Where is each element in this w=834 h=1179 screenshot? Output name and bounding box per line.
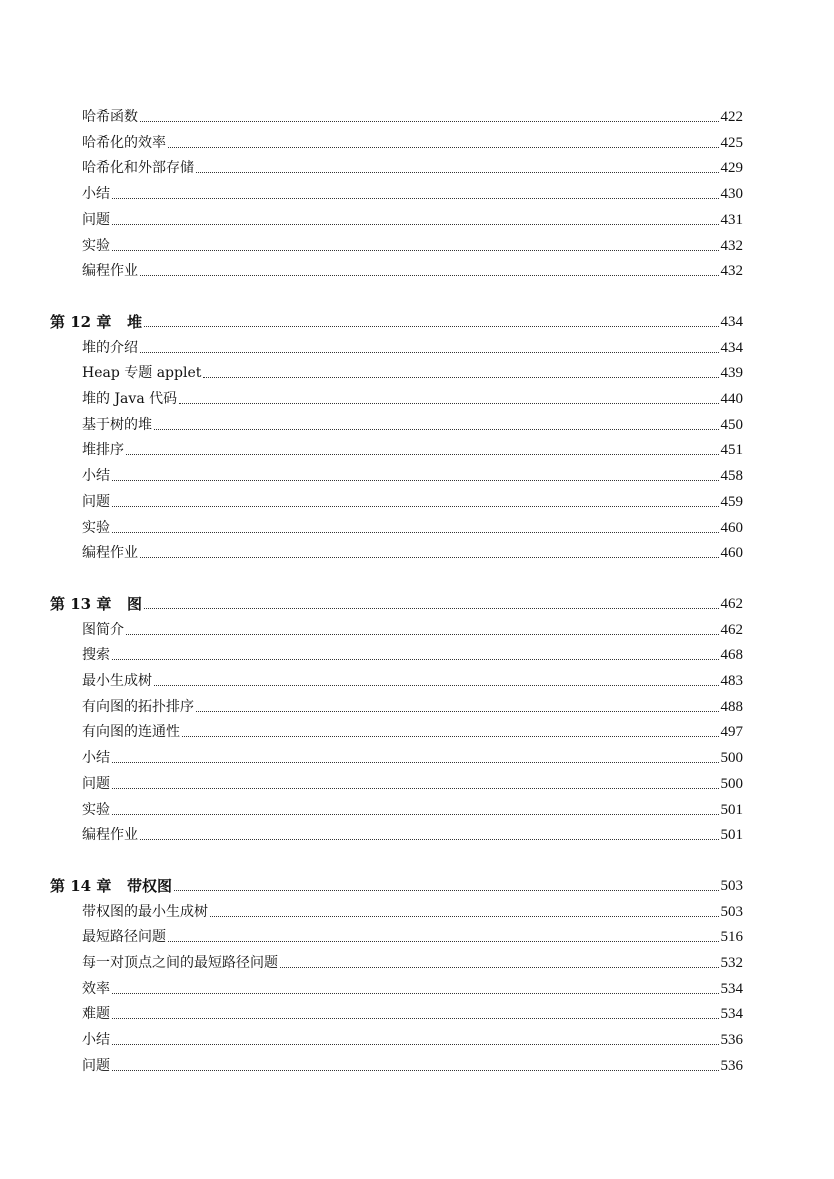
entry-title: 问题: [82, 1057, 110, 1074]
dot-leader: [112, 531, 719, 533]
chapter-heading[interactable]: [50, 871, 743, 895]
dot-leader: [280, 966, 719, 968]
page-number: 429: [720, 160, 743, 177]
toc-entry[interactable]: [82, 435, 743, 459]
toc-entry[interactable]: [82, 640, 743, 664]
chapter-title: 第 13 章 图: [50, 594, 142, 613]
dot-leader: [182, 735, 719, 737]
entry-title: 问题: [82, 493, 110, 510]
dot-leader: [112, 1043, 719, 1045]
page-number: 458: [720, 468, 743, 485]
dot-leader: [112, 249, 719, 251]
entry-title: 哈希化的效率: [82, 134, 166, 151]
toc-entry[interactable]: [82, 513, 743, 537]
dot-leader: [112, 787, 719, 789]
toc-entry[interactable]: [82, 717, 743, 741]
entry-title: 堆的 Java 代码: [82, 391, 178, 407]
entry-title: 最短路径问题: [82, 929, 166, 946]
toc-entry[interactable]: [82, 769, 743, 793]
toc-entry[interactable]: [82, 1051, 743, 1075]
dot-leader: [112, 658, 719, 660]
dot-leader: [196, 171, 719, 173]
dot-leader: [112, 992, 719, 994]
page-number: 536: [720, 1032, 743, 1049]
page-number: 501: [720, 801, 743, 818]
page-number: 503: [720, 877, 743, 894]
entry-title: 小结: [82, 1032, 110, 1049]
entry-title: 有向图的连通性: [82, 724, 180, 741]
dot-leader: [168, 940, 719, 942]
entry-title: 编程作业: [82, 545, 138, 562]
dot-leader: [140, 120, 719, 122]
toc-entry[interactable]: [82, 153, 743, 177]
page-number: 462: [720, 621, 743, 638]
dot-leader: [112, 479, 719, 481]
entry-title: 小结: [82, 750, 110, 767]
page-number: 450: [720, 416, 743, 433]
page-number: 459: [720, 493, 743, 510]
dot-leader: [126, 453, 719, 455]
entry-title: 搜索: [82, 647, 110, 664]
chapter-title: 第 14 章 带权图: [50, 876, 172, 895]
page-number: 460: [720, 545, 743, 562]
dot-leader: [196, 710, 719, 712]
dot-leader: [112, 1017, 719, 1019]
dot-leader: [126, 633, 719, 635]
toc-entry[interactable]: [82, 384, 743, 408]
page-number: 432: [720, 237, 743, 254]
toc-entry[interactable]: [82, 333, 743, 357]
toc-entry[interactable]: [82, 231, 743, 255]
dot-leader: [140, 351, 719, 353]
toc-entry[interactable]: [82, 948, 743, 972]
dot-leader: [179, 402, 718, 404]
page-number: 430: [720, 186, 743, 203]
page-number: 500: [720, 775, 743, 792]
dot-leader: [210, 915, 719, 917]
page-number: 439: [720, 365, 743, 382]
dot-leader: [140, 838, 719, 840]
toc-entry[interactable]: [82, 102, 743, 126]
toc-entry[interactable]: [82, 743, 743, 767]
entry-title: Heap 专题 applet: [82, 365, 202, 382]
toc-entry[interactable]: [82, 999, 743, 1023]
entry-title: 带权图的最小生成树: [82, 903, 208, 920]
dot-leader: [112, 223, 719, 225]
toc-entry[interactable]: [82, 820, 743, 844]
chapter-title: 第 12 章 堆: [50, 312, 142, 331]
entry-title: 实验: [82, 519, 110, 536]
toc-entry[interactable]: [82, 1025, 743, 1049]
toc-entry[interactable]: [82, 358, 743, 382]
toc-entry[interactable]: [82, 795, 743, 819]
page-number: 440: [720, 391, 743, 407]
entry-title: 图简介: [82, 621, 124, 638]
toc-entry[interactable]: [82, 974, 743, 998]
toc-entry[interactable]: [82, 205, 743, 229]
entry-title: 编程作业: [82, 827, 138, 844]
page-number: 488: [720, 698, 743, 715]
entry-title: 问题: [82, 211, 110, 228]
page-number: 432: [720, 263, 743, 280]
dot-leader: [112, 505, 719, 507]
dot-leader: [154, 684, 719, 686]
entry-title: 效率: [82, 980, 110, 997]
dot-leader: [112, 1069, 719, 1071]
page-number: 534: [720, 980, 743, 997]
entry-title: 问题: [82, 775, 110, 792]
dot-leader: [112, 761, 719, 763]
page-number: 451: [720, 442, 743, 459]
page-number: 462: [720, 595, 743, 612]
page-number: 422: [720, 109, 743, 125]
dot-leader: [112, 197, 719, 199]
page-number: 532: [720, 955, 743, 971]
page-number: 431: [720, 211, 743, 228]
entry-title: 小结: [82, 186, 110, 203]
toc-entry[interactable]: [82, 922, 743, 946]
page-number: 501: [720, 827, 743, 844]
chapter-heading[interactable]: [50, 589, 743, 613]
entry-title: 堆排序: [82, 442, 124, 459]
entry-title: 堆的介绍: [82, 339, 138, 356]
page-number: 500: [720, 750, 743, 767]
entry-title: 每一对顶点之间的最短路径问题: [82, 955, 278, 971]
dot-leader: [203, 376, 718, 378]
toc-entry[interactable]: [82, 256, 743, 280]
chapter-heading[interactable]: [50, 307, 743, 331]
toc-entry[interactable]: [82, 692, 743, 716]
entry-title: 难题: [82, 1006, 110, 1023]
dot-leader: [144, 325, 719, 327]
dot-leader: [140, 274, 719, 276]
entry-title: 哈希函数: [82, 109, 138, 125]
dot-leader: [140, 556, 719, 558]
page-number: 503: [720, 903, 743, 920]
entry-title: 哈希化和外部存储: [82, 160, 194, 177]
entry-title: 最小生成树: [82, 673, 152, 689]
toc-entry[interactable]: [82, 487, 743, 511]
page-number: 534: [720, 1006, 743, 1023]
page-number: 536: [720, 1057, 743, 1074]
page-number: 468: [720, 647, 743, 664]
dot-leader: [174, 889, 719, 891]
toc-entry[interactable]: [82, 410, 743, 434]
entry-title: 实验: [82, 801, 110, 818]
dot-leader: [144, 607, 719, 609]
toc-entry[interactable]: [82, 128, 743, 152]
page-number: 434: [720, 339, 743, 356]
dot-leader: [168, 146, 719, 148]
entry-title: 实验: [82, 237, 110, 254]
toc-entry[interactable]: [82, 179, 743, 203]
toc-entry[interactable]: [82, 615, 743, 639]
entry-title: 基于树的堆: [82, 416, 152, 433]
page-number: 516: [720, 929, 743, 946]
page-number: 497: [720, 724, 743, 741]
page-number: 434: [720, 313, 743, 330]
entry-title: 编程作业: [82, 263, 138, 280]
entry-title: 有向图的拓扑排序: [82, 698, 194, 715]
toc-entry[interactable]: [82, 666, 743, 690]
dot-leader: [112, 813, 719, 815]
page-number: 483: [720, 673, 743, 689]
page-number: 425: [720, 134, 743, 151]
toc-entry[interactable]: [82, 461, 743, 485]
toc-entry[interactable]: [82, 897, 743, 921]
dot-leader: [154, 428, 719, 430]
page-number: 460: [720, 519, 743, 536]
entry-title: 小结: [82, 468, 110, 485]
toc-entry[interactable]: [82, 538, 743, 562]
